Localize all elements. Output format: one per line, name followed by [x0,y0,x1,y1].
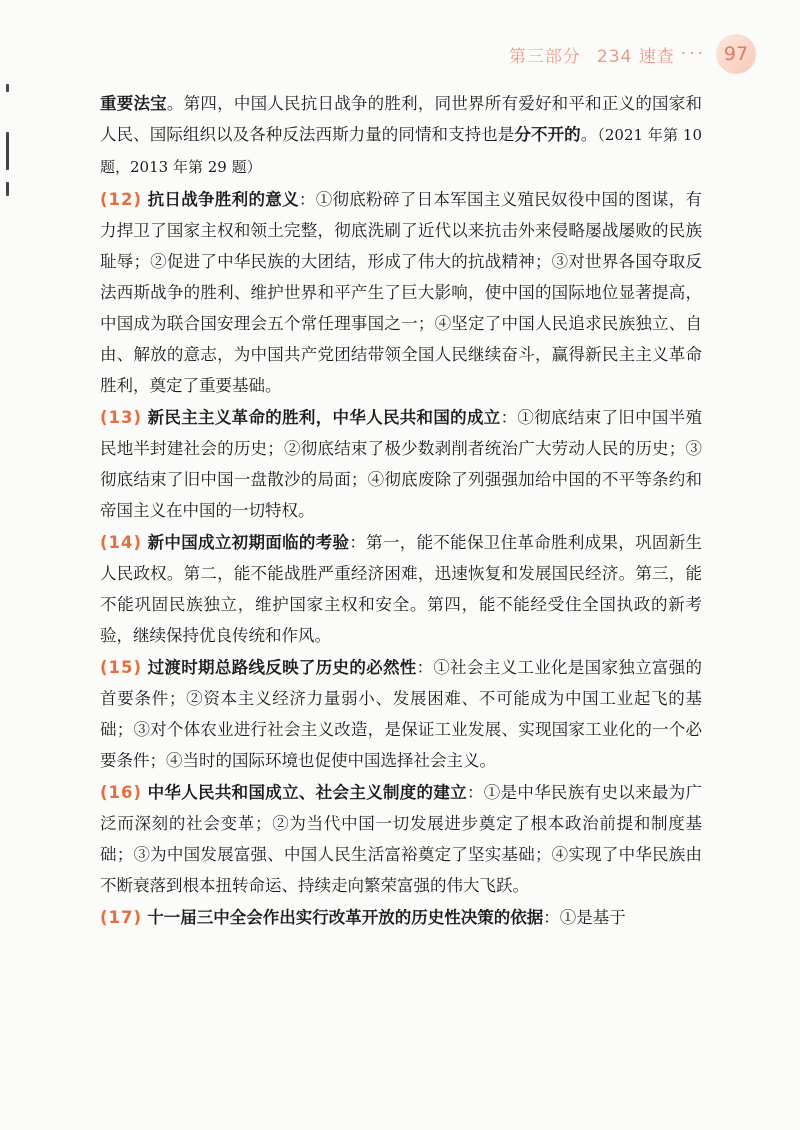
intro-citation: （2021 年第 10 题，2013 年第 29 题） [100,126,702,176]
margin-mark [6,132,9,170]
item-14 [100,527,702,651]
item-15 [100,652,702,776]
intro-bold-mid: 分不开的 [514,125,581,144]
item-title: 中华人民共和国成立、社会主义制度的建立 [147,783,467,802]
intro-text: 。第四，中国人民抗日战争的胜利，同世界所有爱好和平和正义的国家和人民、国际组织以及各种反法西斯力量的同情和支持也是 [100,94,703,144]
margin-mark [6,84,9,92]
item-title: 新民主主义革命的胜利，中华人民共和国的成立 [147,408,501,427]
item-body: ：①彻底结束了旧中国半殖民地半封建社会的历史；②彻底结束了极少数剥削者统治广大劳动人民的历史；③彻底结束了旧中国一盘散沙的局面；④彻底废除了列强强加给中国的不平等条约和帝国主义在中国的一切特权。 [100,408,703,520]
item-body: ：①是基于 [543,908,626,927]
item-16 [100,777,702,901]
item-body: ：①社会主义工业化是国家独立富强的首要条件；②资本主义经济力量弱小、发展困难、不可能成为中国工业起飞的基础；③对个体农业进行社会主义改造，是保证工业发展、实现国家工业化的一个必要条件；④当时的国际环境也促使中国选择社会主义。 [100,658,703,770]
item-title: 新中国成立初期面临的考验 [147,533,350,552]
item-body: ：第一，能不能保卫住革命胜利成果，巩固新生人民政权。第二，能不能战胜严重经济困难，迅速恢复和发展国民经济。第三，能不能巩固民族独立，维护国家主权和安全。第四，能不能经受住全国执政的新考验，继续保持优良传统和作风。 [100,533,703,645]
item-number: (13) [100,408,143,427]
subtitle-label: 234 速查 [596,46,675,67]
item-number: (15) [100,658,143,677]
item-title: 抗日战争胜利的意义 [147,190,299,209]
intro-bold-start: 重要法宝 [100,94,167,113]
intro-text-end: 。 [580,125,598,144]
item-13 [100,402,702,526]
page-number: 97 [716,34,756,74]
item-title: 过渡时期总路线反映了历史的必然性 [147,658,417,677]
item-body: ：①彻底粉碎了日本军国主义殖民奴役中国的图谋，有力捍卫了国家主权和领土完整，彻底洗刷了近代以来抗击外来侵略屡战屡败的民族耻辱；②促进了中华民族的大团结，形成了伟大的抗战精神；③对世界各国夺取反法西斯战争的胜利、维护世界和平产生了巨大影响，使中国的国际地位显著提高，中国成为联合国安理会五个常任理事国之一；④坚定了中国人民追求民族独立、自由、解放的意志，为中国共产党团结带领全国人民继续奋斗，赢得新民主主义革命胜利，奠定了重要基础。 [100,190,703,395]
item-body: ：①是中华民族有史以来最为广泛而深刻的社会变革；②为当代中国一切发展进步奠定了根本政治前提和制度基础；③为中国发展富强、中国人民生活富裕奠定了坚实基础；④实现了中华民族由不断衰落到根本扭转命运、持续走向繁荣富强的伟大飞跃。 [100,783,703,895]
page-body [100,88,702,934]
margin-mark [6,182,9,196]
item-12 [100,184,702,401]
intro-paragraph [100,88,702,183]
page-header [509,34,756,74]
section-label: 第三部分 [508,46,581,67]
item-title: 十一届三中全会作出实行改革开放的历史性决策的依据 [147,908,544,927]
item-number: (12) [100,190,143,209]
header-dots: ··· [680,44,706,64]
item-number: (17) [100,908,143,927]
item-17 [100,902,702,933]
item-number: (16) [100,783,143,802]
item-number: (14) [100,533,143,552]
